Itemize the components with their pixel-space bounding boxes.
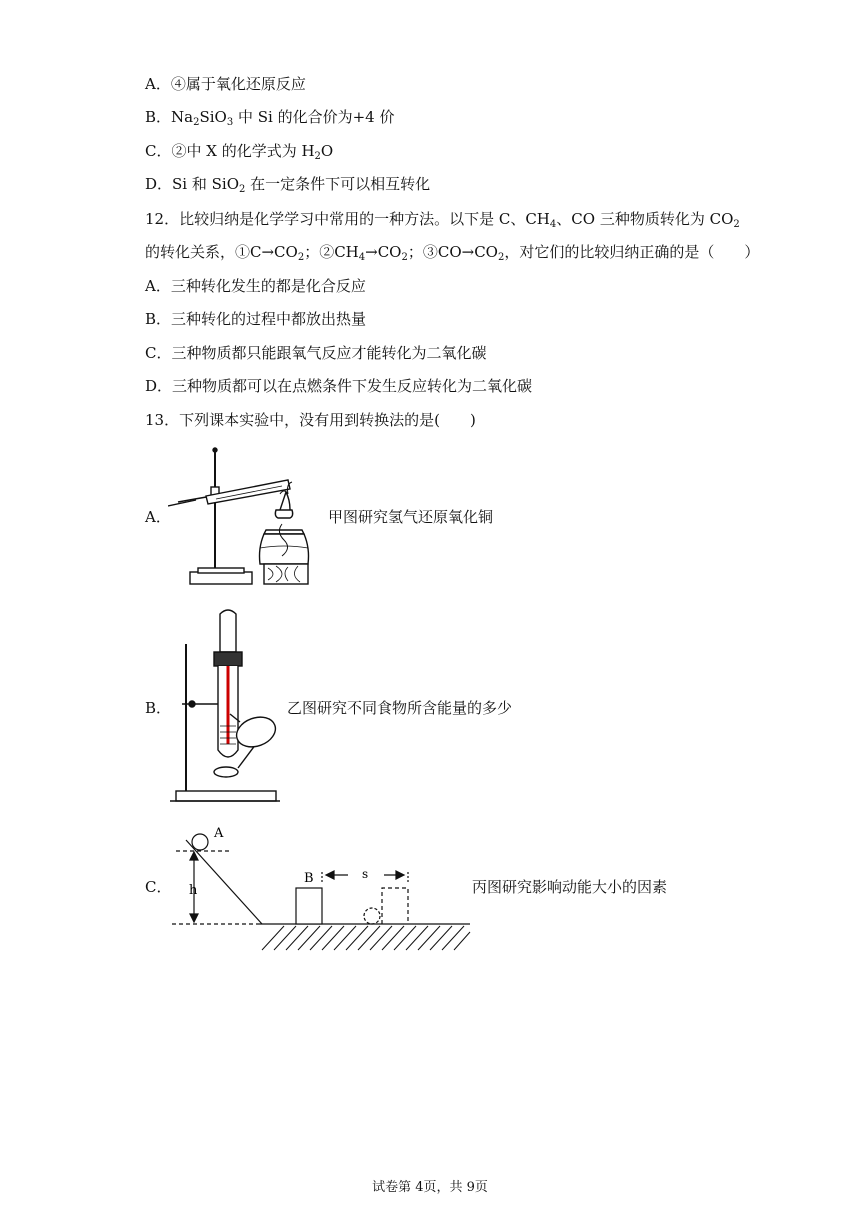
q11-option-d: D．Si 和 SiO$_2$ 在一定条件下可以相互转化 <box>145 175 431 195</box>
page-footer: 试卷第 4页，共 9页 <box>372 1180 488 1195</box>
q12-stem-line1: 12．比较归纳是化学学习中常用的一种方法。以下是 C、$CH_4$、CO 三种物质转化为 $CO_2$ <box>145 210 740 230</box>
q12-option-c: C．三种物质都只能跟氧气反应才能转化为二氧化碳 <box>145 344 487 362</box>
q13-option-b-letter: B． <box>145 699 172 717</box>
q12-option-a: A．三种转化发生的都是化合反应 <box>145 277 366 295</box>
q12-stem-line2: 的转化关系，$①C\to CO_2$；$②CH_4\to CO_2$；$③CO\to CO_2$，对它们的比较归纳正确的是（ ） <box>145 243 760 263</box>
label-s: s <box>362 867 369 881</box>
q13-option-a-caption: 甲图研究氢气还原氧化铜 <box>328 508 494 526</box>
q11-option-b: B．$Na_2SiO_3$ 中 Si 的化合价为+4 价 <box>145 108 395 128</box>
figure-food-energy <box>170 604 290 806</box>
q11-option-a: A．④属于氧化还原反应 <box>145 75 306 93</box>
q13-option-b-caption: 乙图研究不同食物所含能量的多少 <box>287 699 513 717</box>
q13-option-a-letter: A． <box>145 508 171 526</box>
q13-option-c-caption: 丙图研究影响动能大小的因素 <box>472 878 668 896</box>
figure-hydrogen-reduction <box>168 444 318 589</box>
q13-option-c-letter: C． <box>145 878 172 896</box>
label-b: B <box>304 871 314 886</box>
q12-option-b: B．三种转化的过程中都放出热量 <box>145 310 367 328</box>
figure-kinetic-energy <box>172 820 472 955</box>
q11-option-c: C．②中 X 的化学式为 $H_2O$ <box>145 142 334 162</box>
q12-option-d: D．三种物质都可以在点燃条件下发生反应转化为二氧化碳 <box>145 377 533 395</box>
q13-stem: 13．下列课本实验中，没有用到转换法的是( ) <box>145 411 476 429</box>
label-h: h <box>189 883 198 898</box>
label-a: A <box>214 826 224 841</box>
